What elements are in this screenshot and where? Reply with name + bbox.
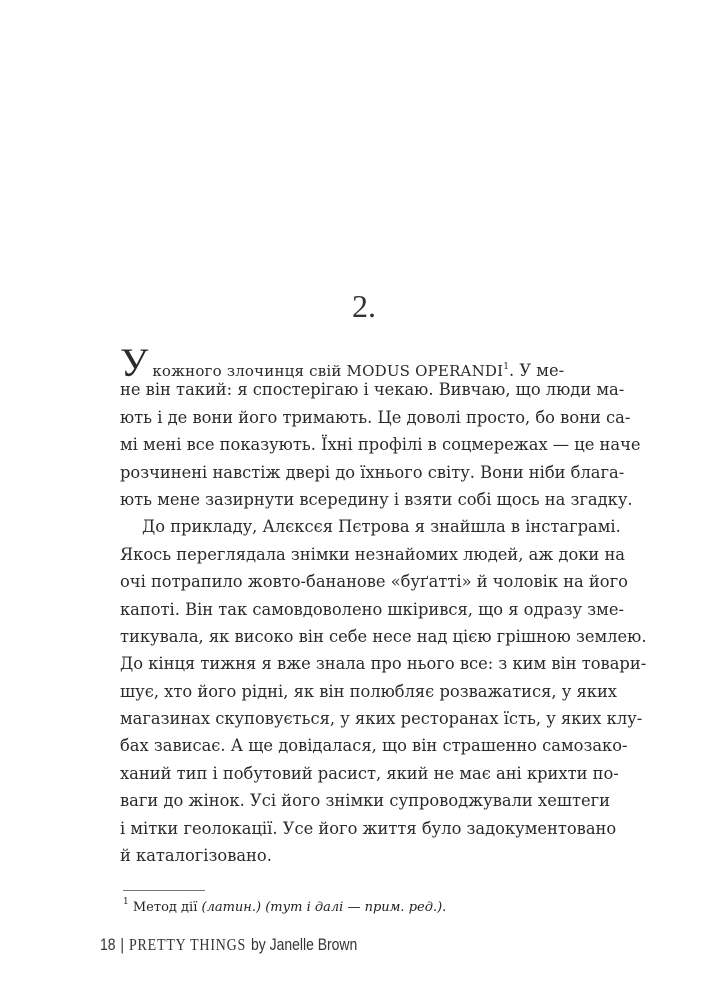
text-line: мі мені все показують. Їхні профілі в соцмережах — це наче	[120, 435, 641, 455]
text-line: магазинах скуповується, у яких ресторанах їсть, у яких клу-	[120, 709, 643, 729]
text-line: й каталогізовано.	[120, 846, 272, 866]
page-number: 18	[100, 935, 116, 954]
text-line: і мітки геолокації. Усе його життя було задокументовано	[120, 818, 617, 838]
text-line: ваги до жінок. Усі його знімки супроводжували хештеги	[120, 791, 610, 811]
footnote-text: Метод дії	[132, 900, 198, 915]
footnote	[123, 897, 446, 915]
drop-cap: У	[120, 340, 149, 385]
first-line	[120, 340, 610, 385]
footnote-end: .	[442, 900, 447, 915]
text-line: До кінця тижня я вже знала про нього все: з ким він товари-	[120, 654, 647, 674]
chapter-number: 2.	[352, 288, 376, 324]
body-text	[120, 340, 647, 869]
first-line-rest: . У ме-	[509, 361, 565, 380]
page-footer	[100, 935, 357, 955]
text-line: очі потрапило жовто-бананове «буґатті» й чоловік на його	[120, 572, 628, 592]
footnote-divider	[123, 890, 205, 891]
text-line: не він такий: я спостерігаю і чекаю. Вивчаю, що люди ма-	[120, 380, 625, 400]
author: by Janelle Brown	[251, 935, 358, 954]
footnote-italic: (латин.) (тут і далі — прим. ред.)	[201, 900, 443, 915]
footer-separator: |	[120, 935, 125, 954]
text-line: ють і де вони його тримають. Це доволі просто, бо вони са-	[120, 407, 631, 427]
text-line: Якось переглядала знімки незнайомих людей, аж доки на	[120, 544, 626, 564]
footnote-ref[interactable]: 1	[503, 362, 510, 372]
text-line: До прикладу, Алєксєя Пєтрова я знайшла в інстаграмі.	[142, 517, 621, 537]
text-line: ханий тип і побутовий расист, який не має ані крихти по-	[120, 763, 619, 783]
small-caps-text: кожного злочинця свій MODUS OPERANDI	[152, 362, 504, 380]
text-line: тикувала, як високо він себе несе над цією грішною землею.	[120, 626, 647, 646]
text-line: капоті. Він так самовдоволено шкірився, що я одразу зме-	[120, 599, 624, 619]
text-line: шує, хто його рідні, як він полюбляє розважатися, у яких	[120, 681, 617, 701]
text-line: ють мене зазирнути всередину і взяти собі щось на згадку.	[120, 489, 633, 509]
footnote-marker: 1	[123, 897, 129, 907]
book-title: PRETTY THINGS	[128, 935, 247, 954]
text-line: розчинені навстіж двері до їхнього світу. Вони ніби блага-	[120, 462, 625, 482]
text-line: бах зависає. А ще довідалася, що він страшенно самозако-	[120, 736, 628, 756]
